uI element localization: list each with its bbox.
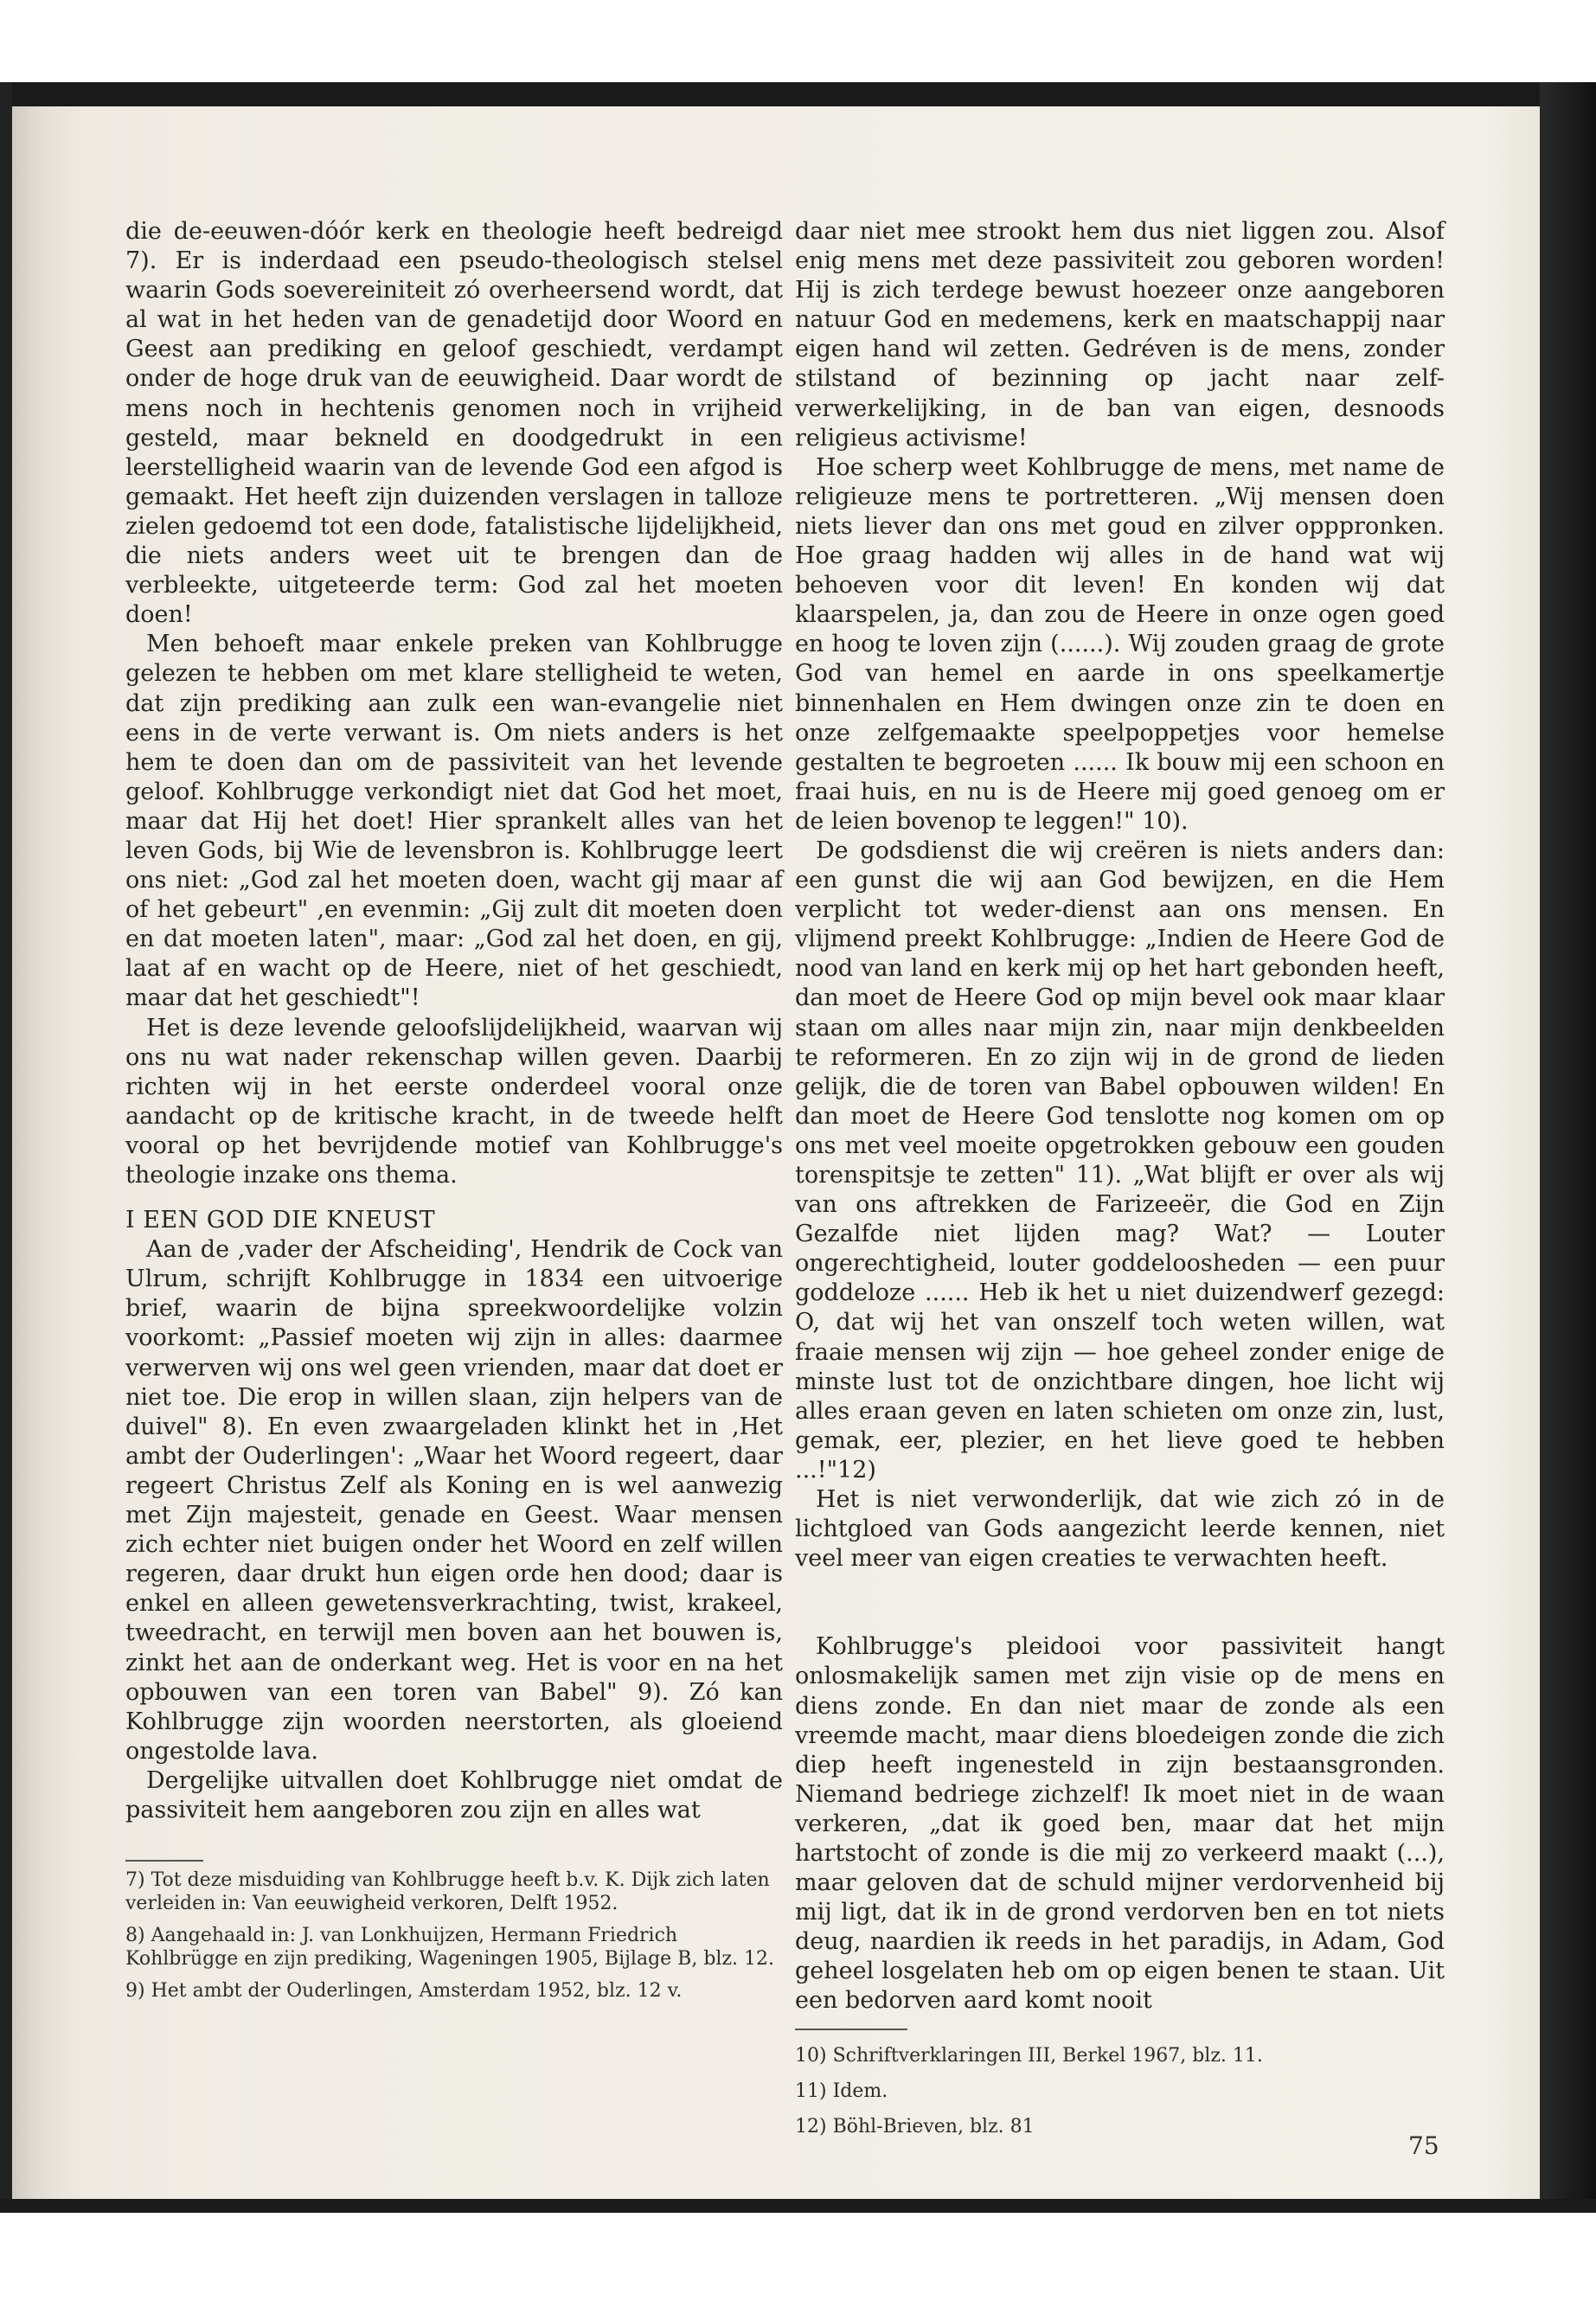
section-heading: I EEN GOD DIE KNEUST bbox=[125, 1207, 436, 1234]
footnote-9: 9) Het ambt der Ouderlingen, Amsterdam 1952, blz. 12 v. bbox=[125, 1980, 683, 2003]
left-paragraph-2: Men behoeft maar enkele preken van Kohlbrugge gelezen te hebben om met klare stelligheid te weten, dat zijn prediking aan zulk een wan-evangelie niet eens in de verte verwant is. Om niets anders is het hem te doen dan om de passiviteit van het levende geloof. Kohlbrugge verkondigt niet dat God het moet, maar dat Hij het doet! Hier sprankelt alles van het leven Gods, bij Wie de levensbron is. Kohlbrugge leert ons niet: „God zal het moeten doen, wacht gij maar af of het gebeurt" ,en evenmin: „Gij zult dit moeten doen en dat moeten laten", maar: „God zal het doen, en gij, laat af en wacht op de Heere, niet of het geschiedt, maar dat het geschiedt"! bbox=[125, 631, 783, 1012]
footnote-11: 11) Idem. bbox=[795, 2080, 888, 2102]
section-gap bbox=[795, 1574, 1445, 1632]
footnote-7: 7) Tot deze misduiding van Kohlbrugge heeft b.v. K. Dijk zich laten verleiden in: Van eeuwigheid verkoren, Delft 1952. bbox=[125, 1869, 770, 1915]
footnote-rule-right bbox=[795, 2029, 907, 2030]
right-column bbox=[795, 217, 1445, 2150]
scan-border-left bbox=[0, 82, 12, 2213]
book-page bbox=[12, 106, 1540, 2199]
scan-border-top bbox=[0, 82, 1596, 106]
scan-border-bottom bbox=[0, 2199, 1596, 2213]
right-paragraph-5: Kohlbrugge's pleidooi voor passiviteit hangt onlosmakelijk samen met zijn visie op de mens en diens zonde. En dan niet maar de zonde als een vreemde macht, maar diens bloedeigen zonde die zich diep heeft ingenesteld in zijn bestaansgronden. Niemand bedriege zichzelf! Ik moet niet in de waan verkeren, „dat ik goed ben, maar dat het mijn hartstocht of zonde is die mij zo verkeerd maakt (...), maar geloven dat de schuld mijner verdorvenheid bij mij ligt, dat ik in de grond verdorven ben en tot niets deug, naardien ik reeds in het paradijs, in Adam, God geheel losgelaten heb om op eigen benen te staan. Uit een bedorven aard komt nooit bbox=[795, 1633, 1445, 2015]
left-column bbox=[125, 217, 783, 2011]
page-number: 75 bbox=[1408, 2131, 1439, 2160]
left-paragraph-5: Dergelijke uitvallen doet Kohlbrugge niet omdat de passiviteit hem aangeboren zou zijn en alles wat bbox=[125, 1766, 783, 1823]
right-paragraph-2: Hoe scherp weet Kohlbrugge de mens, met name de religieuze mens te portretteren. „Wij mensen doen niets liever dan ons met goud en zilver opppronken. Hoe graag hadden wij alles in de hand wat wij behoeven voor dit leven! En konden wij dat klaarspelen, ja, dan zou de Heere in onze ogen goed en hoog te loven zijn (......). Wij zouden graag de grote God van hemel en aarde in ons speelkamertje binnenhalen en Hem dwingen onze zin te doen en onze zelfgemaakte speelpoppetjes voor hemelse gestalten te begroeten ...... Ik bouw mij een schoon en fraai huis, en nu is de Heere mij goed genoeg om er de leien bovenop te leggen!" 10). bbox=[795, 453, 1445, 835]
footnote-8: 8) Aangehaald in: J. van Lonkhuijzen, Hermann Friedrich Kohlbrügge en zijn prediking, Wageningen 1905, Bijlage B, blz. 12. bbox=[125, 1925, 775, 1971]
left-paragraph-3: Het is deze levende geloofslijdelijkheid, waarvan wij ons nu wat nader rekenschap willen geven. Daarbij richten wij in het eerste onderdeel vooral onze aandacht op de kritische kracht, in de tweede helft vooral op het bevrijdende motief van Kohlbrugge's theologie inzake ons thema. bbox=[125, 1014, 783, 1189]
right-paragraph-4: Het is niet verwonderlijk, dat wie zich zó in de lichtgloed van Gods aangezicht leerde kennen, niet veel meer van eigen creaties te verwachten heeft. bbox=[795, 1486, 1445, 1573]
left-paragraph-4: Aan de ,vader der Afscheiding', Hendrik de Cock van Ulrum, schrijft Kohlbrugge in 1834 een uitvoerige brief, waarin de bijna spreekwoordelijke volzin voorkomt: „Passief moeten wij zijn in alles: daarmee verwerven wij ons wel geen vrienden, maar dat doet er niet toe. Die erop in willen slaan, zijn helpers van de duivel" 8). En even zwaargeladen klinkt het in ,Het ambt der Ouderlingen': „Waar het Woord regeert, daar regeert Christus Zelf als Koning en is wel aanwezig met Zijn majesteit, genade en Geest. Waar mensen zich echter niet buigen onder het Woord en zelf willen regeren, daar drukt hun eigen orde hen dood; daar is enkel en alleen gewetensverkrachting, twist, krakeel, tweedracht, en terwijl men boven aan het bouwen is, zinkt het aan de onderkant weg. Het is voor en na het opbouwen van een toren van Babel" 9). Zó kan Kohlbrugge zijn woorden neerstorten, als gloeiend ongestolde lava. bbox=[125, 1236, 783, 1765]
footnote-12: 12) Böhl-Brieven, blz. 81 bbox=[795, 2115, 1035, 2138]
footnote-10: 10) Schriftverklaringen III, Berkel 1967, blz. 11. bbox=[795, 2044, 1263, 2067]
left-paragraph-1: die de-eeuwen-dóór kerk en theologie heeft bedreigd 7). Er is inderdaad een pseudo-theologisch stelsel waarin Gods soevereiniteit zó overheersend wordt, dat al wat in het heden van de genadetijd door Woord en Geest aan prediking en geloof geschiedt, verdampt onder de hoge druk van de eeuwigheid. Daar wordt de mens noch in hechtenis genomen noch in vrijheid gesteld, maar bekneld en doodgedrukt in een leerstelligheid waarin van de levende God een afgod is gemaakt. Het heeft zijn duizenden verslagen in talloze zielen gedoemd tot een dode, fatalistische lijdelijkheid, die niets anders weet uit te brengen dan de verbleekte, uitgeteerde term: God zal het moeten doen! bbox=[125, 218, 783, 629]
footnote-rule-left bbox=[125, 1860, 203, 1862]
scan-border-right bbox=[1540, 82, 1596, 2213]
right-paragraph-3: De godsdienst die wij creëren is niets anders dan: een gunst die wij aan God bewijzen, en die Hem verplicht tot weder-dienst aan ons mensen. En vlijmend preekt Kohlbrugge: „Indien de Heere God de nood van land en kerk mij op het hart gebonden heeft, dan moet de Heere God op mijn bevel ook maar klaar staan om alles naar mijn zin, naar mijn denkbeelden te reformeren. En zo zijn wij in de grond de lieden gelijk, die de toren van Babel opbouwen wilden! En dan moet de Heere God tenslotte nog komen om op ons met veel moeite opgetrokken gebouw een gouden torenspitsje te zetten" 11). „Wat blijft er over als wij van ons aftrekken de Farizeeër, die God en Zijn Gezalfde niet lijden mag? Wat? — Louter ongerechtigheid, louter goddeloosheden — een puur goddeloze ...... Heb ik het u niet duizendwerf gezegd: O, dat wij het van onszelf toch weten willen, wat fraaie mensen wij zijn — hoe geheel zonder enige de minste lust tot de onzichtbare dingen, hoe licht wij alles eraan geven en laten schieten om onze zin, lust, gemak, eer, plezier, en het lieve goed te hebben ...!"12) bbox=[795, 836, 1445, 1484]
right-paragraph-1: daar niet mee strookt hem dus niet liggen zou. Alsof enig mens met deze passiviteit zou geboren worden! Hij is zich terdege bewust hoezeer onze aangeboren natuur God en medemens, kerk en maatschappij naar eigen hand wil zetten. Gedréven is de mens, zonder stilstand of bezinning op jacht naar zelf-verwerkelijking, in de ban van eigen, desnoods religieus activisme! bbox=[795, 218, 1445, 452]
